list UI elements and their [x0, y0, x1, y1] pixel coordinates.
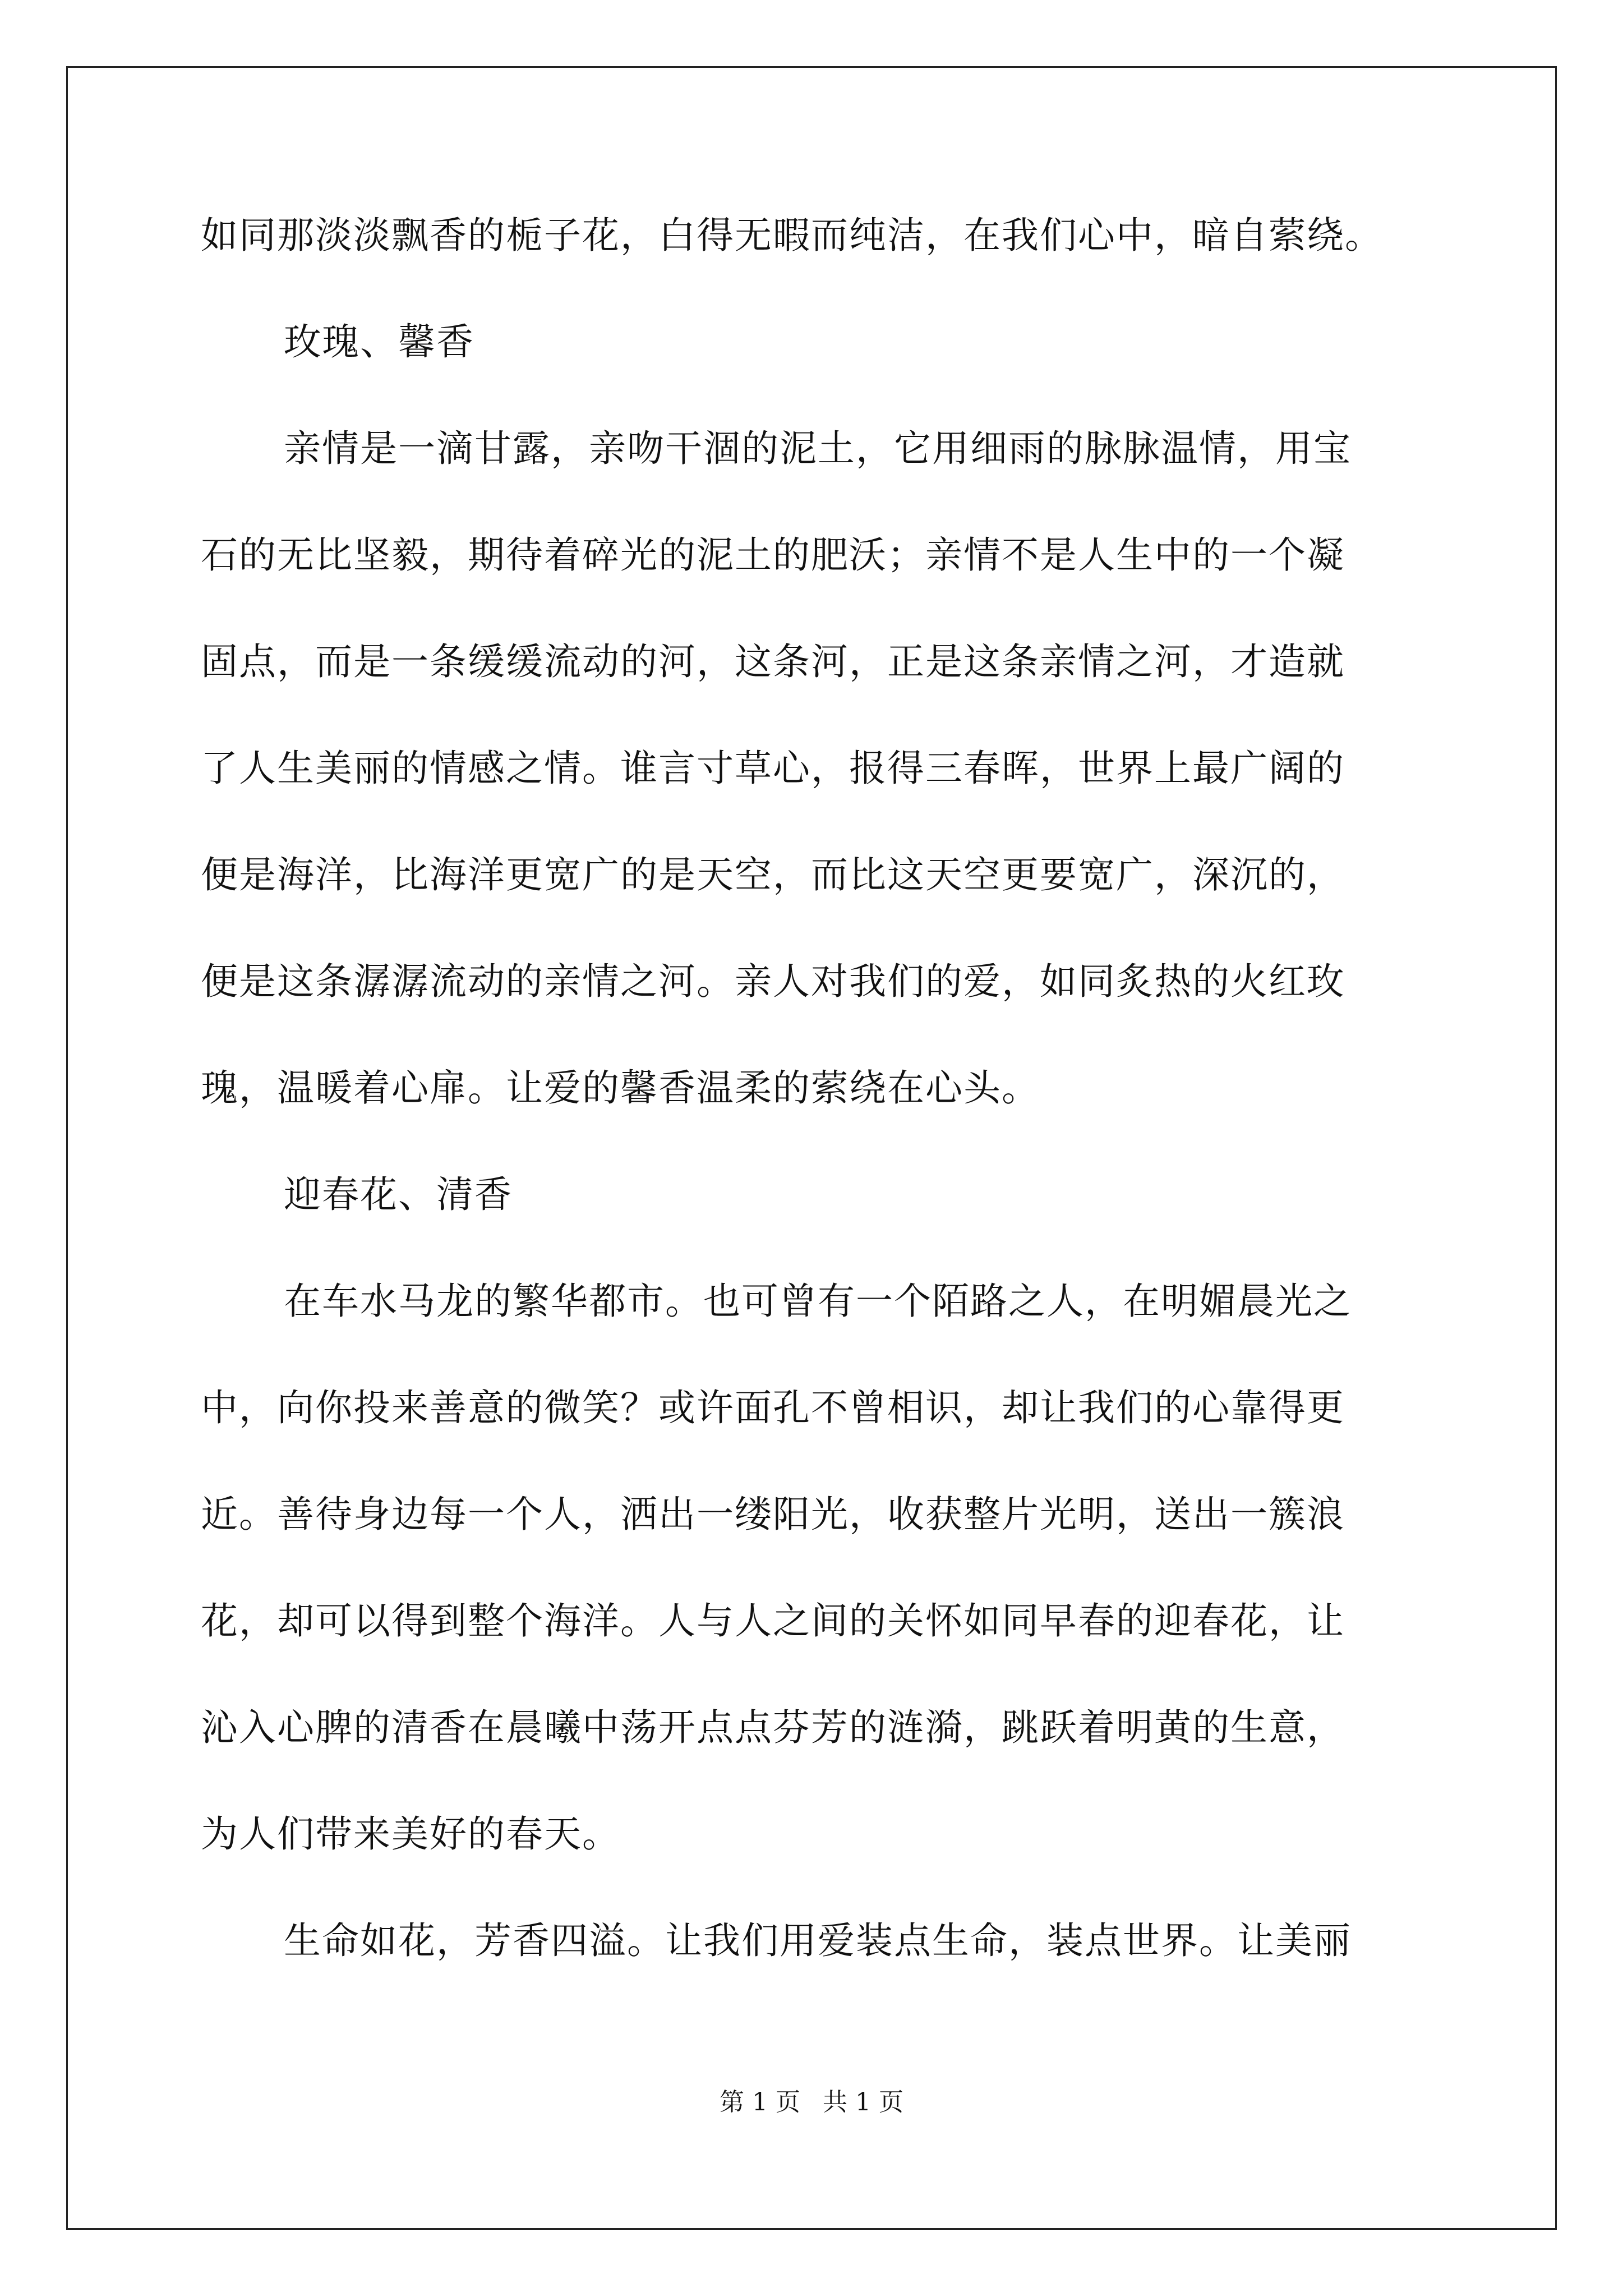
- section-heading: 迎春花、清香: [284, 1173, 513, 1216]
- text-line: 为人们带来美好的春天。: [201, 1812, 620, 1856]
- text-line: 瑰，温暖着心扉。让爱的馨香温柔的萦绕在心头。: [201, 1066, 1040, 1110]
- text-line: 在车水马龙的繁华都市。也可曾有一个陌路之人，在明媚晨光之: [284, 1280, 1352, 1323]
- text-line: 便是海洋，比海洋更宽广的是天空，而比这天空更要宽广，深沉的，: [201, 853, 1345, 896]
- text-line: 了人生美丽的情感之情。谁言寸草心，报得三春晖，世界上最广阔的: [201, 747, 1345, 790]
- text-line: 便是这条潺潺流动的亲情之河。亲人对我们的爱，如同炙热的火红玫: [201, 960, 1345, 1003]
- page-total: 共 1 页: [823, 2088, 903, 2116]
- page-number: 第 1 页: [720, 2088, 800, 2116]
- text-line: 如同那淡淡飘香的栀子花，白得无暇而纯洁，在我们心中，暗自萦绕。: [201, 214, 1383, 257]
- text-line: 亲情是一滴甘露，亲吻干涸的泥土，它用细雨的脉脉温情，用宝: [284, 427, 1352, 470]
- text-line: 近。善待身边每一个人，洒出一缕阳光，收获整片光明，送出一簇浪: [201, 1493, 1345, 1536]
- text-line: 花，却可以得到整个海洋。人与人之间的关怀如同早春的迎春花，让: [201, 1599, 1345, 1642]
- section-heading: 玫瑰、馨香: [284, 320, 474, 364]
- text-line: 石的无比坚毅，期待着碎光的泥土的肥沃；亲情不是人生中的一个凝: [201, 533, 1345, 577]
- text-line: 固点，而是一条缓缓流动的河，这条河，正是这条亲情之河，才造就: [201, 640, 1345, 683]
- text-line: 生命如花，芳香四溢。让我们用爱装点生命，装点世界。让美丽: [284, 1919, 1352, 1962]
- text-line: 中，向你投来善意的微笑？或许面孔不曾相识，却让我们的心靠得更: [201, 1386, 1345, 1429]
- page-footer: [0, 2087, 1623, 2118]
- document-body: [201, 213, 1435, 2025]
- text-line: 沁入心脾的清香在晨曦中荡开点点芬芳的涟漪，跳跃着明黄的生意，: [201, 1706, 1345, 1749]
